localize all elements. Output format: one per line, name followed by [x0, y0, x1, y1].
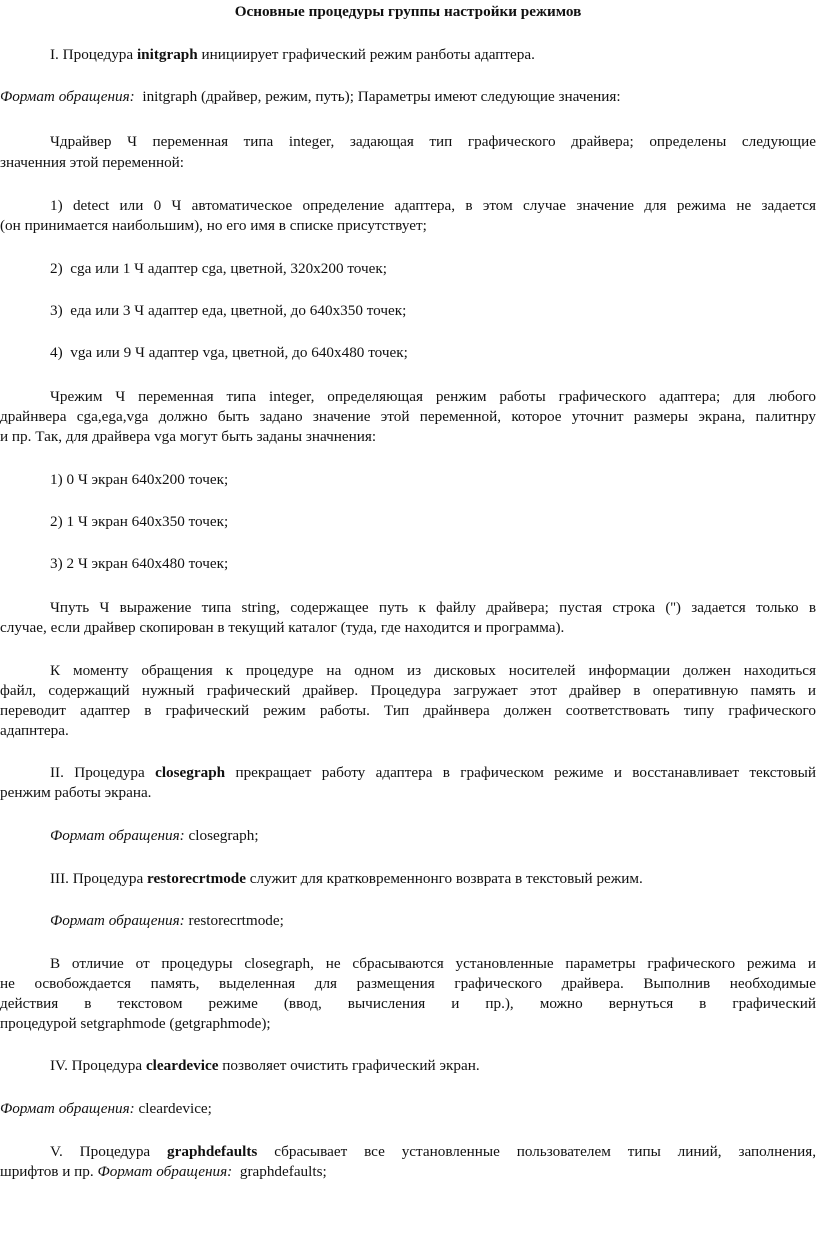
paragraph-load-line1: К моменту обращения к процедуре на одном из дисковых носителей информации должен находиться — [50, 662, 816, 679]
paragraph-path-line1: Чпуть Ч выражение типа string, содержащее путь к файлу драйвера; пустая строка ('') задается только в — [50, 599, 816, 616]
format-label: Формат обращения: — [97, 1163, 233, 1180]
document-title: Основные процедуры группы настройки режимов — [234, 3, 582, 20]
format-label: Формат обращения: — [0, 1100, 135, 1117]
paragraph-load-line3: переводит адаптер в графический режим работы. Тип драйнвера должен соответствовать типу графического — [0, 702, 816, 719]
format-initgraph — [0, 86, 816, 107]
text-span: III. Процедура — [50, 870, 148, 887]
list-item: 1) 0 Ч экран 640x200 точек; — [50, 471, 229, 488]
list-item: 4) vga или 9 Ч адаптер vga, цветной, до 640x480 точек; — [50, 344, 408, 361]
keyword-cleardevice: cleardevice — [145, 1057, 219, 1074]
format-text: cleardevice; — [134, 1100, 212, 1117]
paragraph-mode-line1: Чрежим Ч переменная типа integer, определяющая ренжим работы графического адаптера; для любого — [50, 388, 816, 405]
format-label: Формат обращения: — [50, 912, 185, 929]
list-item: 3) 2 Ч экран 640x480 точек; — [50, 555, 229, 572]
paragraph-difference-line1: В отличие от процедуры closegraph, не сбрасываются установленные параметры графического режима и — [50, 955, 816, 972]
format-restorecrtmode — [50, 910, 816, 931]
list-item: 3) eда или 3 Ч адаптер eда, цветной, до 640x350 точек; — [50, 302, 407, 319]
keyword-initgraph: initgraph — [136, 46, 198, 63]
text-span: позволяет очистить графический экран. — [218, 1057, 480, 1074]
paragraph-path-line2: случае, если драйвер скопирован в текущий каталог (туда, где находится и программа). — [0, 619, 565, 636]
paragraph-load-line4: адапнтера. — [0, 722, 69, 739]
paragraph-difference-line3: действия в текстовом режиме (ввод, вычисления и пр.), можно вернуться в графический — [0, 995, 816, 1012]
paragraph-detect-line2: (он принимается наибольшим), но его имя в списке присутствует; — [0, 217, 427, 234]
paragraph-difference-line4: процедурой setgraphmode (getgraphmode); — [0, 1015, 271, 1032]
format-label: Формат обращения: — [0, 88, 135, 105]
paragraph-driver-line2: значенния этой переменной: — [0, 154, 185, 171]
keyword-restorecrtmode: restorecrtmode — [147, 870, 246, 887]
paragraph-graphdefaults-line1 — [50, 1141, 816, 1162]
paragraph-closegraph-line1 — [50, 762, 816, 783]
list-item: 2) 1 Ч экран 640x350 точек; — [50, 513, 229, 530]
text-span: инициирует графический режим ранботы адаптера. — [197, 46, 535, 63]
paragraph-mode-line3: и пр. Так, для драйвера vga могут быть заданы значнения: — [0, 428, 377, 445]
paragraph-difference-line2: не освобождается память, выделенная для размещения графического драйвера. Выполнив необходимые — [0, 975, 816, 992]
paragraph-closegraph-line2: ренжим работы экрана. — [0, 784, 152, 801]
paragraph-mode-line2: драйнвера cga,ega,vga должно быть задано значение этой переменной, которое уточнит размеры экрана, палитнру — [0, 408, 816, 425]
text-span: сбрасывает все установленные пользователем типы линий, заполнения, — [257, 1143, 816, 1160]
format-cleardevice — [0, 1098, 816, 1119]
text-span: служит для кратковременнонго возврата в текстовый режим. — [246, 870, 643, 887]
paragraph-graphdefaults-line2 — [0, 1161, 816, 1182]
text-span: V. Процедура — [50, 1143, 168, 1160]
format-text: closegraph; — [184, 827, 259, 844]
paragraph-load-line2: файл, содержащий нужный графический драйвер. Процедура загружает этот драйвер в оперативную память и — [0, 682, 816, 699]
paragraph-restorecrtmode — [50, 868, 816, 889]
text-span: II. Процедура — [50, 764, 156, 781]
format-closegraph — [50, 825, 816, 846]
keyword-closegraph: closegraph — [155, 764, 226, 781]
format-text: restorecrtmode; — [184, 912, 284, 929]
text-span: IV. Процедура — [50, 1057, 146, 1074]
paragraph-driver-line1: Чдрайвер Ч переменная типа integer, задающая тип графического драйвера; определены следующие — [50, 133, 816, 150]
paragraph-cleardevice — [50, 1055, 816, 1076]
paragraph-detect-line1: 1) detect или 0 Ч автоматическое определение адаптера, в этом случае значение для режима не задается — [50, 197, 816, 214]
text-span: шрифтов и пр. — [0, 1163, 98, 1180]
list-item: 2) cga или 1 Ч адаптер cga, цветной, 320x200 точек; — [50, 260, 387, 277]
format-label: Формат обращения: — [50, 827, 185, 844]
paragraph-initgraph — [50, 44, 816, 65]
format-text: graphdefaults; — [232, 1163, 327, 1180]
keyword-graphdefaults: graphdefaults — [167, 1143, 258, 1160]
text-span: прекращает работу адаптера в графическом режиме и восстанавливает текстовый — [225, 764, 816, 781]
text-span: I. Процедура — [50, 46, 137, 63]
format-text: initgraph (драйвер, режим, путь); Параметры имеют следующие значения: — [134, 88, 621, 105]
